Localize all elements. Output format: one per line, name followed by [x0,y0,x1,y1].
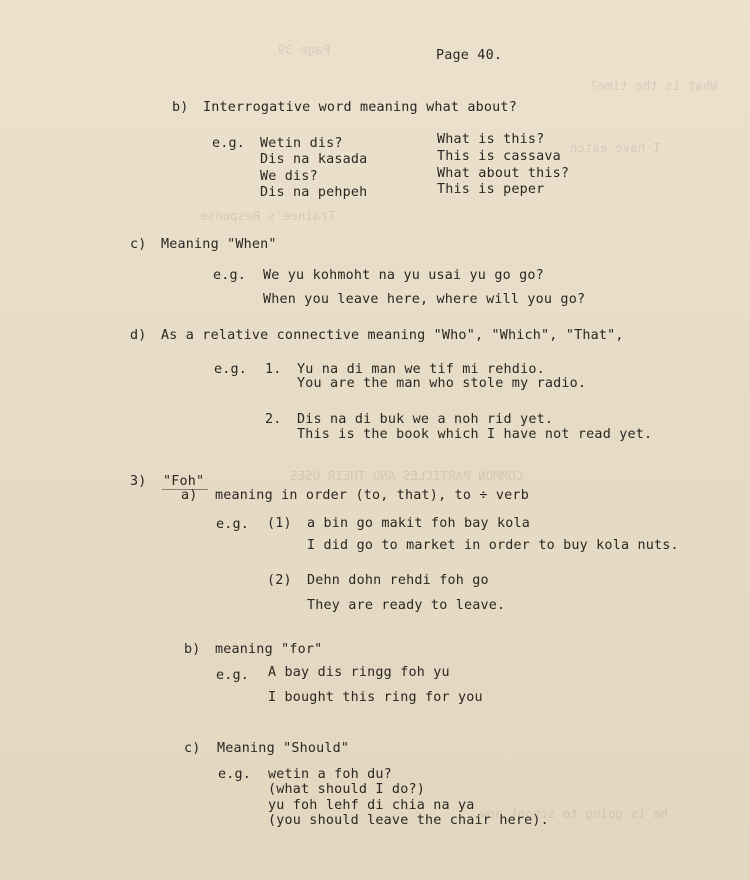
example-krio: Dehn dohn rehdi foh go [307,573,489,588]
example-english: When you leave here, where will you go? [263,292,586,307]
section-3b-heading: meaning "for" [215,642,323,657]
example-krio: Wetin dis? [260,136,343,151]
example-line: yu foh lehf di chia na ya [268,798,475,813]
bleed-through-texture: COMMON PARTICLES AND THEIR USES [290,468,524,483]
bleed-through-texture: I have eaten [570,140,661,155]
section-3a-heading: meaning in order (to, that), to ÷ verb [215,488,529,503]
example-english: They are ready to leave. [307,598,506,613]
section-3-marker: 3) [130,474,147,489]
section-b-heading: Interrogative word meaning what about? [203,100,517,115]
example-english: What is this? [437,132,545,147]
example-number: 1. [265,362,282,377]
section-3c-heading: Meaning "Should" [217,741,350,756]
section-b-marker: b) [172,100,189,115]
example-number: 2. [265,412,282,427]
section-d-marker: d) [130,328,147,343]
page-label: Page 40. [436,48,503,63]
example-english: I did go to market in order to buy kola nuts. [307,538,679,553]
section-3a-eg: e.g. [216,517,250,532]
bleed-through-texture: Page 39. [270,42,331,57]
example-krio: Dis na di buk we a noh rid yet. [297,412,554,427]
example-krio: We yu kohmoht na yu usai yu go go? [263,268,544,283]
example-krio: We dis? [260,169,318,184]
example-krio: a bin go makit foh bay kola [307,516,531,531]
example-number: (1) [267,516,292,531]
example-krio: Dis na kasada [260,152,368,167]
example-english: This is the book which I have not read yet. [297,427,653,442]
example-krio: Yu na di man we tif mi rehdio. [297,362,545,377]
example-english: This is cassava [437,149,561,164]
section-3b-marker: b) [184,642,201,657]
example-line: (you should leave the chair here). [268,813,549,828]
section-3b-eg: e.g. [216,668,250,683]
section-3a-marker: a) [181,488,198,503]
example-english: You are the man who stole my radio. [297,376,587,391]
example-number: (2) [267,573,292,588]
example-english: What about this? [437,166,570,181]
section-d-eg: e.g. [214,362,248,377]
section-3c-eg: e.g. [218,767,252,782]
particle-word-foh: "Foh" [163,474,205,489]
example-line: wetin a foh du? [268,767,392,782]
section-c-heading: Meaning "When" [161,237,277,252]
section-c-eg: e.g. [213,268,247,283]
example-english: This is peper [437,182,545,197]
example-line: (what should I do?) [268,782,425,797]
bleed-through-texture: he is going to school now [480,806,669,821]
section-c-marker: c) [130,237,147,252]
example-english: I bought this ring for you [268,690,483,705]
example-krio: A bay dis ringg foh yu [268,665,450,680]
example-krio: Dis na pehpeh [260,185,368,200]
bleed-through-texture: Trainee's Response [200,208,336,223]
section-d-heading: As a relative connective meaning "Who", "Which", "That", [161,328,624,343]
section-3c-marker: c) [184,741,201,756]
bleed-through-texture: What is the time? [590,78,718,93]
section-b-eg: e.g. [212,136,246,151]
